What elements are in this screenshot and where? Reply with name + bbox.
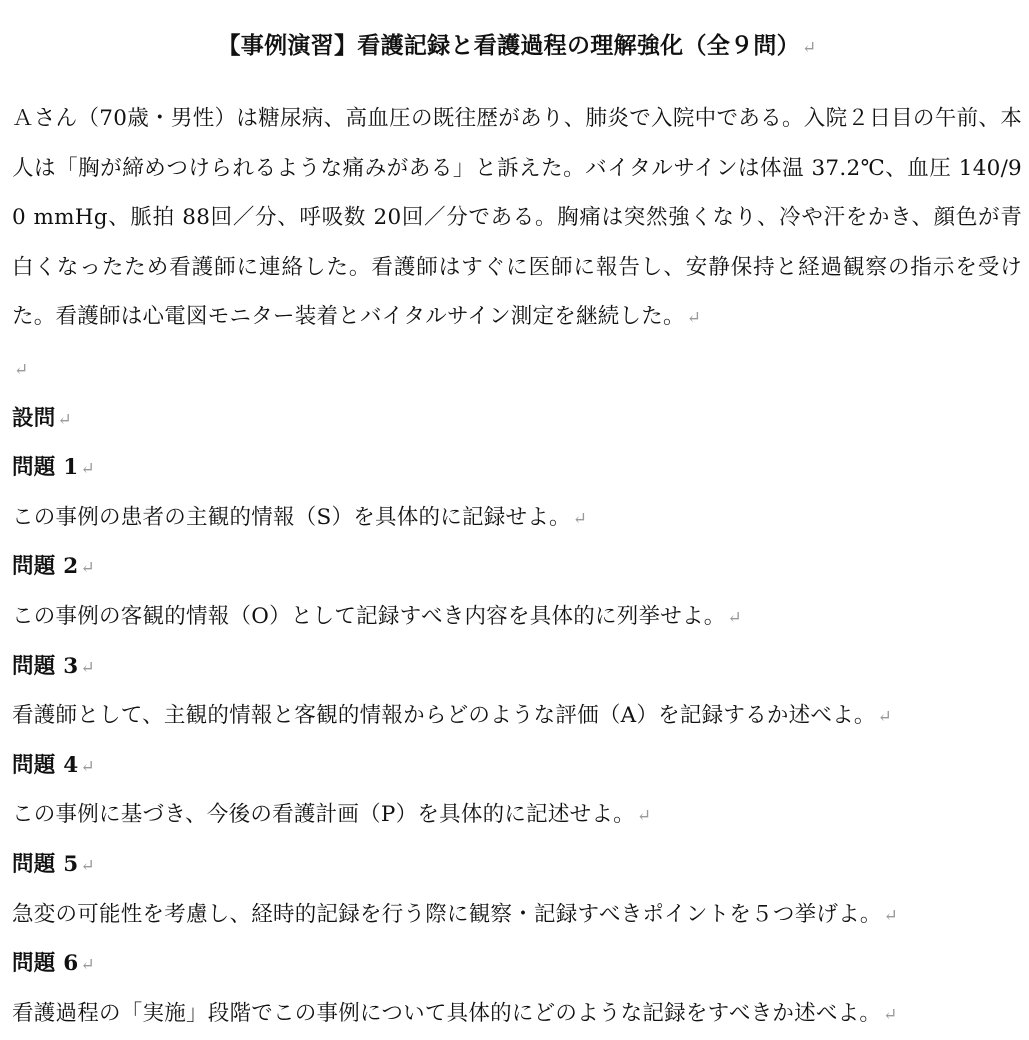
question-text-line [12,691,1022,741]
paragraph-mark-icon: ↵ [801,38,817,58]
question-label-line [12,642,1022,692]
document-title: 【事例演習】看護記録と看護過程の理解強化（全９問） [217,32,800,59]
paragraph-mark-icon: ↵ [686,308,702,329]
section-heading: 設問 [12,405,56,431]
question-text-line [12,989,1022,1039]
question-text: この事例の患者の主観的情報（S）を具体的に記録せよ。 [12,504,571,530]
question-text: この事例の客観的情報（O）として記録すべき内容を具体的に列挙せよ。 [12,603,726,629]
question-text: この事例に基づき、今後の看護計画（P）を具体的に記述せよ。 [12,802,635,828]
question-text: 看護師として、主観的情報と客観的情報からどのような評価（A）を記録するか述べよ。 [12,703,876,729]
paragraph-mark-icon: ↵ [727,607,742,628]
paragraph-mark-icon: ↵ [14,359,29,380]
paragraph-mark-icon: ↵ [80,459,95,480]
question-label: 問題 3 [12,653,79,679]
paragraph-mark-icon: ↵ [883,1004,898,1025]
paragraph-mark-icon: ↵ [572,508,588,529]
question-label: 問題 4 [12,752,79,778]
document-page [12,0,1022,1038]
paragraph-mark-icon: ↵ [80,756,95,777]
blank-line [12,344,1022,394]
paragraph-mark-icon: ↵ [883,905,899,926]
document-title-line [12,26,1022,66]
paragraph-mark-icon: ↵ [636,806,652,827]
paragraph-mark-icon: ↵ [80,855,95,876]
question-label: 問題 1 [12,455,79,481]
question-text-line [12,493,1022,543]
question-text-line [12,890,1022,940]
question-label: 問題 5 [12,851,79,877]
section-heading-line [12,394,1022,444]
paragraph-mark-icon: ↵ [57,409,73,430]
question-label-line [12,840,1022,890]
question-text-line [12,592,1022,642]
question-label-line [12,542,1022,592]
question-label-line [12,443,1022,493]
question-label: 問題 2 [12,554,79,580]
paragraph-mark-icon: ↵ [80,955,95,976]
question-text: 看護過程の「実施」段階でこの事例について具体的にどのような記録をすべきか述べよ。 [12,1000,882,1026]
case-text: Ａさん（70歳・男性）は糖尿病、高血圧の既往歴があり、肺炎で入院中である。入院２日目の午前、本人は「胸が締めつけられるような痛みがある」と訴えた。バイタルサインは体温 37.2℃、血圧 140/90 mmHg、脈拍 88回／分、呼吸数 20回／分である。胸痛は突然強くなり、冷や汗をかき、顔色が青白くなったため看護師に連絡した。看護師はすぐに医師に報告し、安静保持と経過観察の指示を受けた。看護師は心電図モニター装着とバイタルサイン測定を継続した。 [12,106,1022,330]
case-paragraph [12,94,1022,344]
question-text: 急変の可能性を考慮し、経時的記録を行う際に観察・記録すべきポイントを５つ挙げよ。 [12,901,882,927]
question-label-line [12,939,1022,989]
question-label: 問題 6 [12,951,79,977]
question-label-line [12,741,1022,791]
paragraph-mark-icon: ↵ [80,657,95,678]
question-text-line [12,790,1022,840]
paragraph-mark-icon: ↵ [80,558,95,579]
paragraph-mark-icon: ↵ [877,707,893,728]
